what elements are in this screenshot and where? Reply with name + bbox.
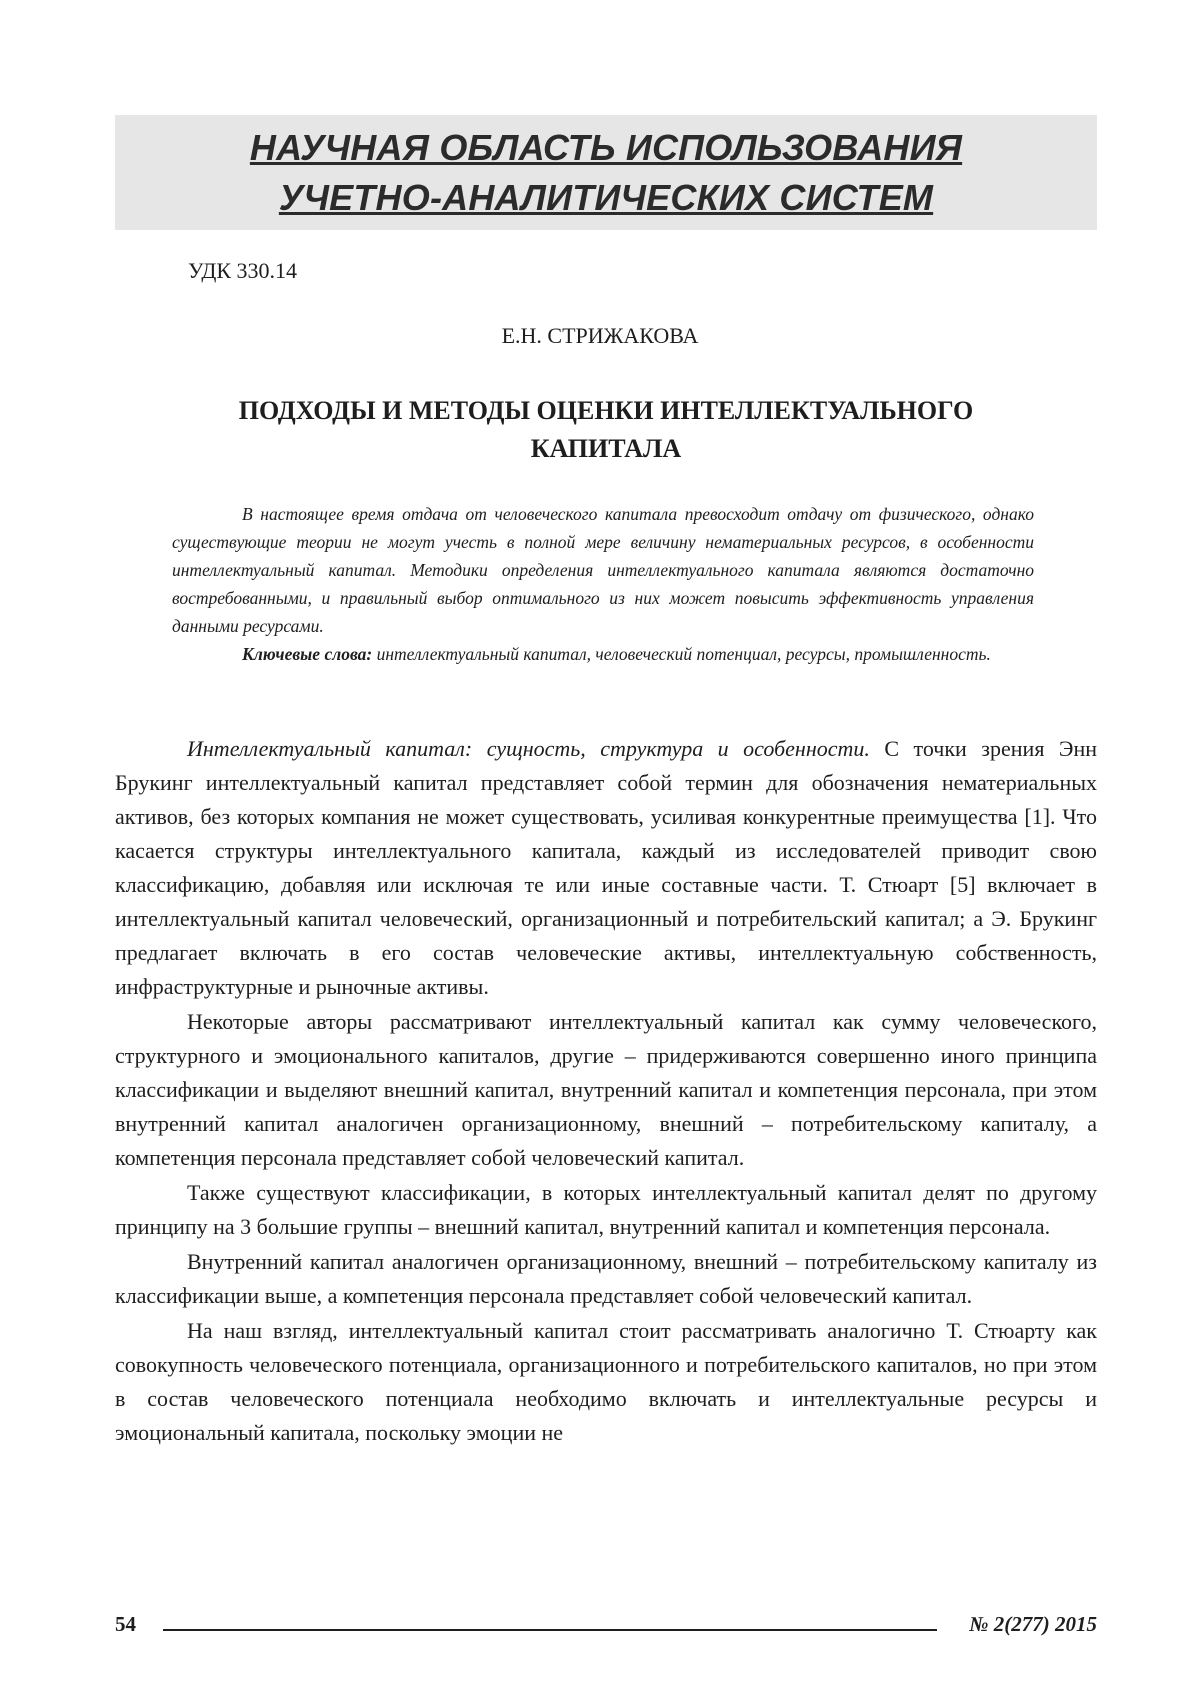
udk-code: УДК 330.14 bbox=[188, 258, 298, 283]
article-title bbox=[115, 392, 1097, 468]
body-paragraph-3: Также существуют классификации, в которых интеллектуальный капитал делят по другому принципу на 3 большие группы – внешний капитал, внутренний капитал и компетенция персонала. bbox=[115, 1180, 1097, 1239]
page-number: 54 bbox=[115, 1612, 136, 1636]
body-paragraph-4: Внутренний капитал аналогичен организационному, внешний – потребительскому капиталу из классификации выше, а компетенция персонала представляет собой человеческий капитал. bbox=[115, 1249, 1097, 1308]
footer-rule bbox=[163, 1629, 937, 1631]
keywords-list: интеллектуальный капитал, человеческий потенциал, ресурсы, промышленность. bbox=[376, 644, 991, 664]
body-paragraph-5: На наш взгляд, интеллектуальный капитал стоит рассматривать аналогично Т. Стюарту как совокупность человеческого потенциала, организационного и потребительского капиталов, но при этом в состав человеческого потенциала необходимо включать и интеллектуальные ресурсы и эмоциональный капитала, поскольку эмоции не bbox=[115, 1318, 1097, 1445]
keywords bbox=[172, 640, 1034, 668]
page-footer bbox=[115, 1612, 1097, 1642]
body-paragraph-1 bbox=[115, 732, 1097, 1004]
body-paragraph-2: Некоторые авторы рассматривают интеллектуальный капитал как сумму человеческого, структурного и эмоционального капиталов, другие – придерживаются совершенно иного принципа классификации и выделяют внешний капитал, внутренний капитал и компетенция персонала, при этом внутренний капитал аналогичен организационному, внешний – потребительскому капиталу, а компетенция персонала представляет собой человеческий капитал. bbox=[115, 1009, 1097, 1170]
abstract bbox=[172, 500, 1034, 668]
journal-issue: № 2(277) 2015 bbox=[969, 1612, 1097, 1636]
section-banner bbox=[115, 115, 1097, 230]
article-title-line-2: КАПИТАЛА bbox=[530, 434, 682, 463]
section-title-line-2: УЧЕТНО-АНАЛИТИЧЕСКИХ СИСТЕМ bbox=[278, 176, 934, 218]
body-paragraph-1-text: С точки зрения Энн Брукинг интеллектуальный капитал представляет собой термин для обозначения нематериальных активов, без которых компания не может существовать, усиливая конкурентные преимущества [1]. Что касается структуры интеллектуального капитала, каждый из исследователей приводит свою классификацию, добавляя или исключая те или иные составные части. Т. Стюарт [5] включает в интеллектуальный капитал человеческий, организационный и потребительский капитал; а Э. Брукинг предлагает включать в его состав человеческие активы, интеллектуальную собственность, инфраструктурные и рыночные активы. bbox=[115, 736, 1097, 999]
author-name: Е.Н. СТРИЖАКОВА bbox=[501, 323, 699, 348]
paragraph-lead-heading: Интеллектуальный капитал: сущность, структура и особенности. bbox=[187, 736, 870, 761]
section-title-line-1: НАУЧНАЯ ОБЛАСТЬ ИСПОЛЬЗОВАНИЯ bbox=[249, 126, 963, 168]
article-body bbox=[115, 732, 1097, 1450]
abstract-text: В настоящее время отдача от человеческого капитала превосходит отдачу от физического, однако существующие теории не могут учесть в полной мере величину нематериальных ресурсов, в особенности интеллектуальный капитал. Методики определения интеллектуального капитала являются достаточно востребованными, и правильный выбор оптимального из них может повысить эффективность управления данными ресурсами. bbox=[172, 504, 1034, 636]
keywords-label: Ключевые слова: bbox=[242, 644, 373, 664]
article-title-line-1: ПОДХОДЫ И МЕТОДЫ ОЦЕНКИ ИНТЕЛЛЕКТУАЛЬНОГО bbox=[238, 396, 974, 425]
